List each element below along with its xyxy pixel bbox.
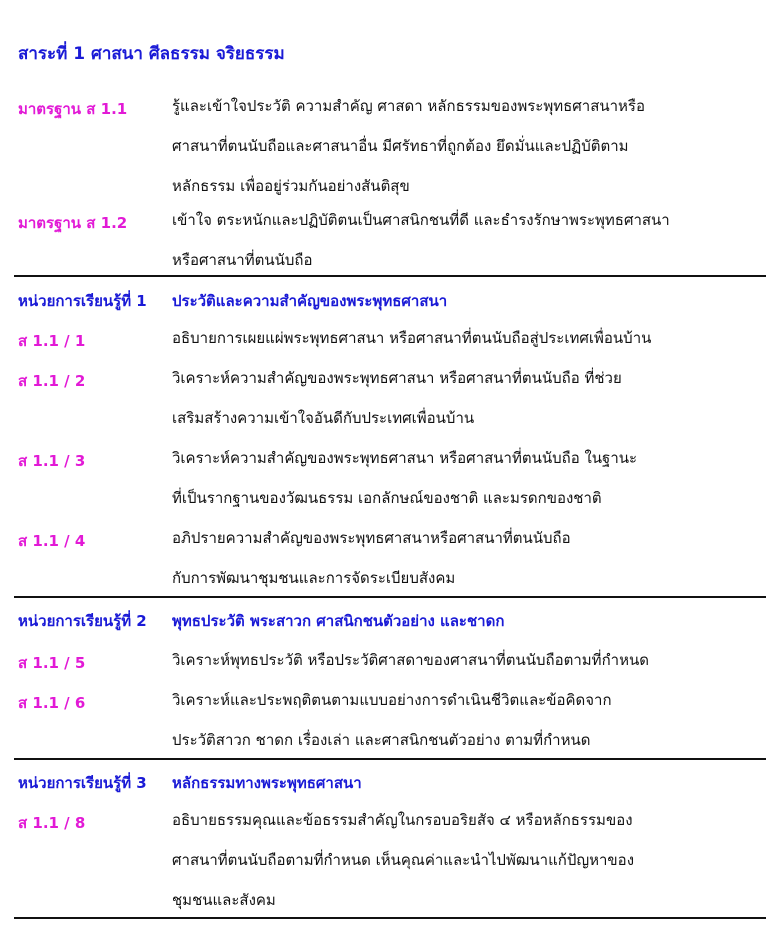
- indicator-code: ส 1.1 / 6: [18, 694, 86, 712]
- unit-label: หน่วยการเรียนรู้ที่ 2: [18, 612, 147, 630]
- text-line: หลักธรรม เพื่ออยู่ร่วมกันอย่างสันติสุข: [172, 177, 410, 195]
- page-title: สาระที่ 1 ศาสนา ศีลธรรม จริยธรรม: [18, 44, 285, 64]
- standard-code: มาตรฐาน ส 1.2: [18, 214, 128, 232]
- text-line: วิเคราะห์และประพฤติตนตามแบบอย่างการดำเนินชีวิตและข้อคิดจาก: [172, 691, 612, 709]
- indicator-text: [172, 640, 762, 680]
- indicator-text: [172, 358, 762, 438]
- standard-code: มาตรฐาน ส 1.1: [18, 100, 128, 118]
- section-divider: [14, 596, 766, 598]
- text-line: รู้และเข้าใจประวัติ ความสำคัญ ศาสดา หลักธรรมของพระพุทธศาสนาหรือ: [172, 97, 645, 115]
- section-divider: [14, 275, 766, 277]
- text-line: วิเคราะห์พุทธประวัติ หรือประวัติศาสดาของศาสนาที่ตนนับถือตามที่กำหนด: [172, 651, 649, 669]
- text-line: กับการพัฒนาชุมชนและการจัดระเบียบสังคม: [172, 569, 456, 587]
- unit-heading: [18, 289, 448, 313]
- unit-title: ประวัติและความสำคัญของพระพุทธศาสนา: [172, 292, 448, 310]
- text-line: อธิบายการเผยแผ่พระพุทธศาสนา หรือศาสนาที่ตนนับถือสู่ประเทศเพื่อนบ้าน: [172, 329, 652, 347]
- indicator-code: ส 1.1 / 1: [18, 332, 86, 350]
- indicator-text: [172, 800, 762, 920]
- text-line: วิเคราะห์ความสำคัญของพระพุทธศาสนา หรือศาสนาที่ตนนับถือ ที่ช่วย: [172, 369, 622, 387]
- text-line: ประวัติสาวก ชาดก เรื่องเล่า และศาสนิกชนตัวอย่าง ตามที่กำหนด: [172, 731, 591, 749]
- unit-heading: [18, 771, 362, 795]
- indicator-code: ส 1.1 / 5: [18, 654, 86, 672]
- text-line: วิเคราะห์ความสำคัญของพระพุทธศาสนา หรือศาสนาที่ตนนับถือ ในฐานะ: [172, 449, 638, 467]
- text-line: เข้าใจ ตระหนักและปฏิบัติตนเป็นศาสนิกชนที่ดี และธำรงรักษาพระพุทธศาสนา: [172, 211, 670, 229]
- indicator-text: [172, 518, 762, 598]
- text-line: ศาสนาที่ตนนับถือตามที่กำหนด เห็นคุณค่าและนำไปพัฒนาแก้ปัญหาของ: [172, 851, 635, 869]
- indicator-text: [172, 318, 762, 358]
- text-line: อภิปรายความสำคัญของพระพุทธศาสนาหรือศาสนาที่ตนนับถือ: [172, 529, 571, 547]
- text-line: หรือศาสนาที่ตนนับถือ: [172, 251, 313, 269]
- text-line: เสริมสร้างความเข้าใจอันดีกับประเทศเพื่อนบ้าน: [172, 409, 475, 427]
- unit-heading: [18, 609, 505, 633]
- unit-title: หลักธรรมทางพระพุทธศาสนา: [172, 774, 362, 792]
- unit-label: หน่วยการเรียนรู้ที่ 3: [18, 774, 147, 792]
- indicator-code: ส 1.1 / 8: [18, 814, 86, 832]
- unit-title: พุทธประวัติ พระสาวก ศาสนิกชนตัวอย่าง และชาดก: [172, 612, 505, 630]
- text-line: ศาสนาที่ตนนับถือและศาสนาอื่น มีศรัทธาที่ถูกต้อง ยึดมั่นและปฏิบัติตาม: [172, 137, 629, 155]
- indicator-code: ส 1.1 / 3: [18, 452, 86, 470]
- standard-text: [172, 200, 762, 280]
- text-line: ที่เป็นรากฐานของวัฒนธรรม เอกลักษณ์ของชาติ และมรดกของชาติ: [172, 489, 602, 507]
- indicator-text: [172, 438, 762, 518]
- standard-text: [172, 86, 762, 206]
- text-line: อธิบายธรรมคุณและข้อธรรมสำคัญในกรอบอริยสัจ ๔ หรือหลักธรรมของ: [172, 811, 633, 829]
- indicator-code: ส 1.1 / 2: [18, 372, 86, 390]
- text-line: ชุมชนและสังคม: [172, 891, 276, 909]
- section-divider: [14, 917, 766, 919]
- indicator-text: [172, 680, 762, 760]
- section-divider: [14, 758, 766, 760]
- indicator-code: ส 1.1 / 4: [18, 532, 86, 550]
- unit-label: หน่วยการเรียนรู้ที่ 1: [18, 292, 147, 310]
